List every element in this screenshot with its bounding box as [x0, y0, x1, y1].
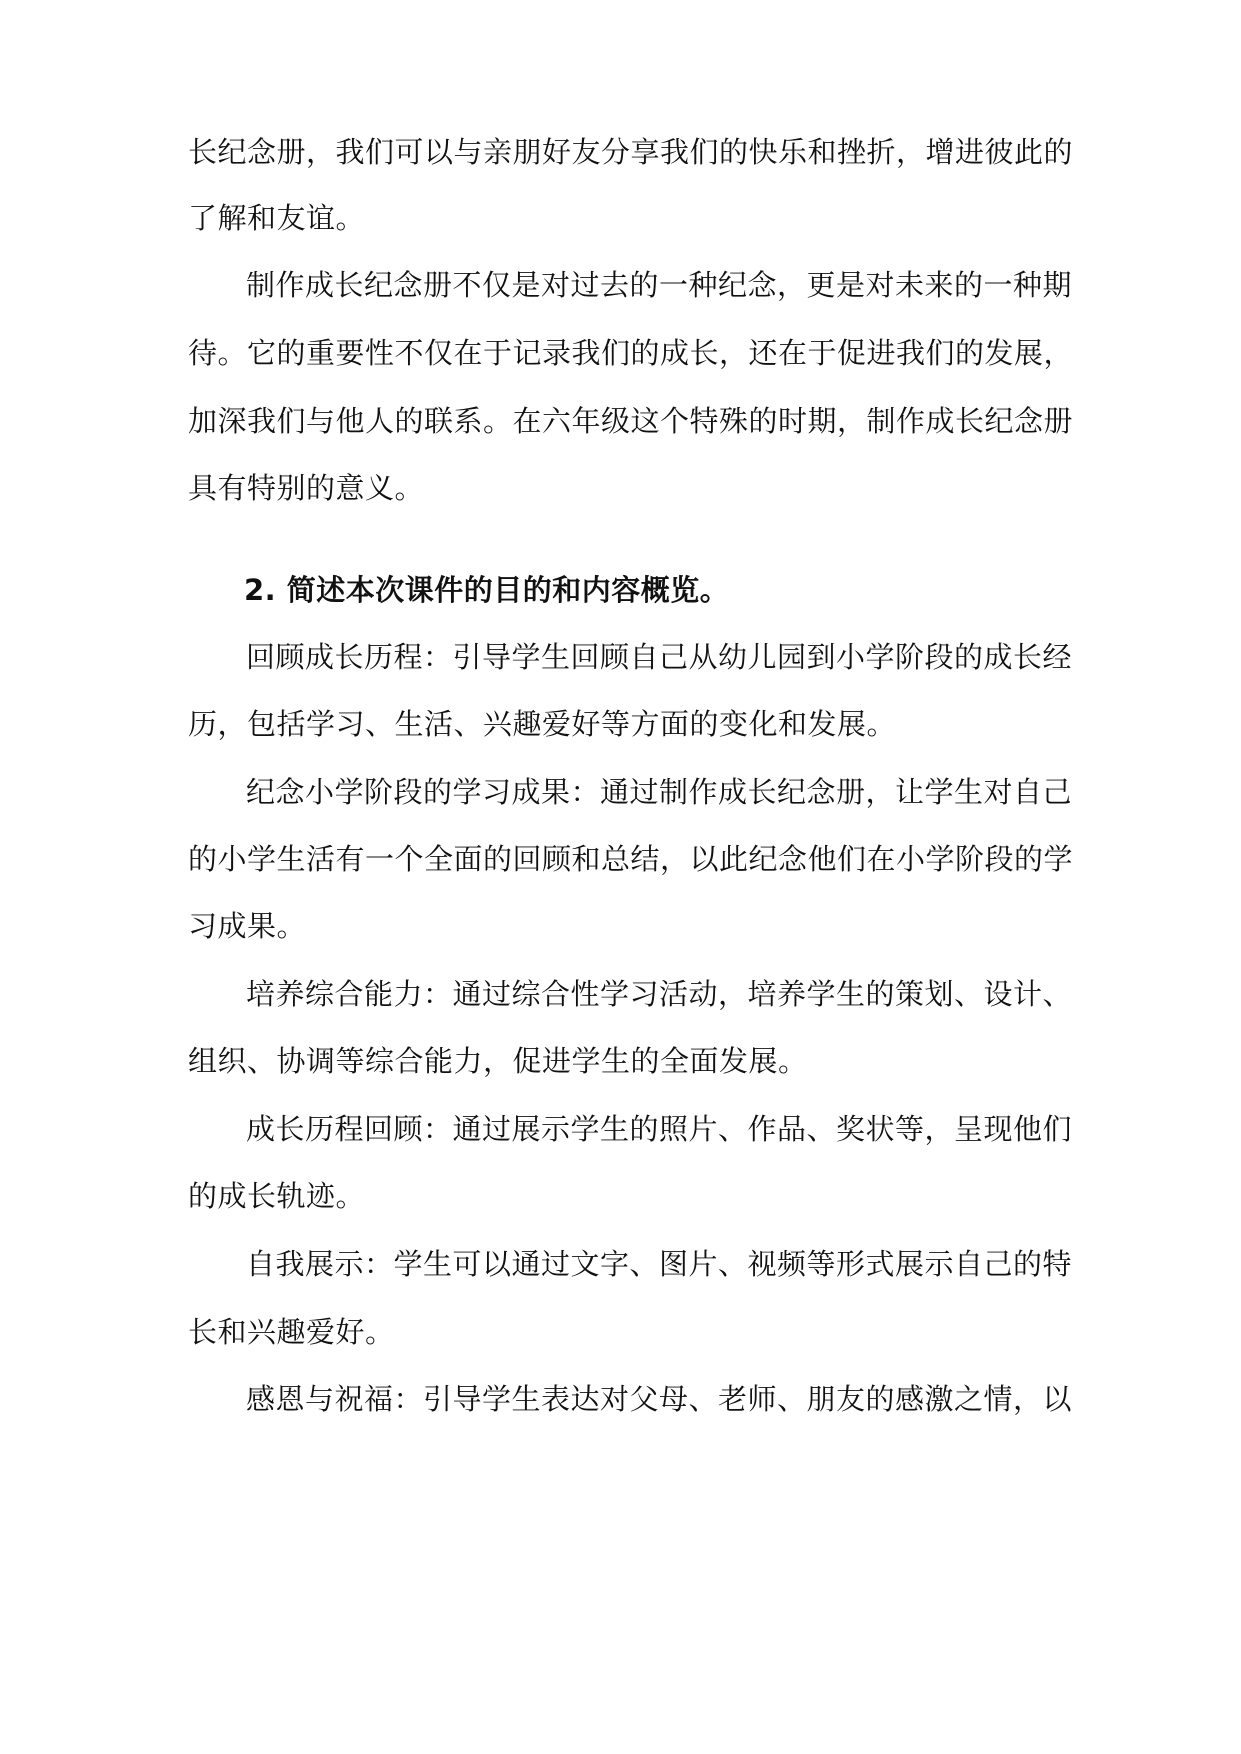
paragraph-line: 历，包括学习、生活、兴趣爱好等方面的变化和发展。 [188, 707, 897, 741]
paragraph-line: 纪念小学阶段的学习成果：通过制作成长纪念册，让学生对自己 [246, 775, 1073, 809]
paragraph-line: 长纪念册，我们可以与亲朋好友分享我们的快乐和挫折，增进彼此的 [188, 135, 1074, 169]
paragraph-line: 培养综合能力：通过综合性学习活动，培养学生的策划、设计、 [246, 977, 1073, 1011]
paragraph-line: 成长历程回顾：通过展示学生的照片、作品、奖状等，呈现他们 [246, 1112, 1073, 1146]
paragraph-line: 自我展示：学生可以通过文字、图片、视频等形式展示自己的特 [246, 1247, 1073, 1281]
paragraph-line: 的小学生活有一个全面的回顾和总结，以此纪念他们在小学阶段的学 [188, 842, 1074, 876]
paragraph-line: 制作成长纪念册不仅是对过去的一种纪念，更是对未来的一种期 [246, 268, 1073, 302]
paragraph-line: 的成长轨迹。 [188, 1179, 366, 1213]
paragraph-line: 组织、协调等综合能力，促进学生的全面发展。 [188, 1044, 808, 1078]
paragraph-line: 长和兴趣爱好。 [188, 1315, 395, 1349]
paragraph-line: 回顾成长历程：引导学生回顾自己从幼儿园到小学阶段的成长经 [246, 640, 1073, 674]
paragraph-line: 习成果。 [188, 909, 307, 943]
paragraph-line: 加深我们与他人的联系。在六年级这个特殊的时期，制作成长纪念册 [188, 404, 1074, 438]
paragraph-line: 待。它的重要性不仅在于记录我们的成长，还在于促进我们的发展， [188, 336, 1074, 370]
section-heading: 2. 简述本次课件的目的和内容概览。 [244, 573, 730, 607]
paragraph-line: 感恩与祝福：引导学生表达对父母、老师、朋友的感激之情，以 [246, 1382, 1073, 1416]
paragraph-line: 了解和友谊。 [188, 201, 366, 235]
paragraph-line: 具有特别的意义。 [188, 471, 425, 505]
